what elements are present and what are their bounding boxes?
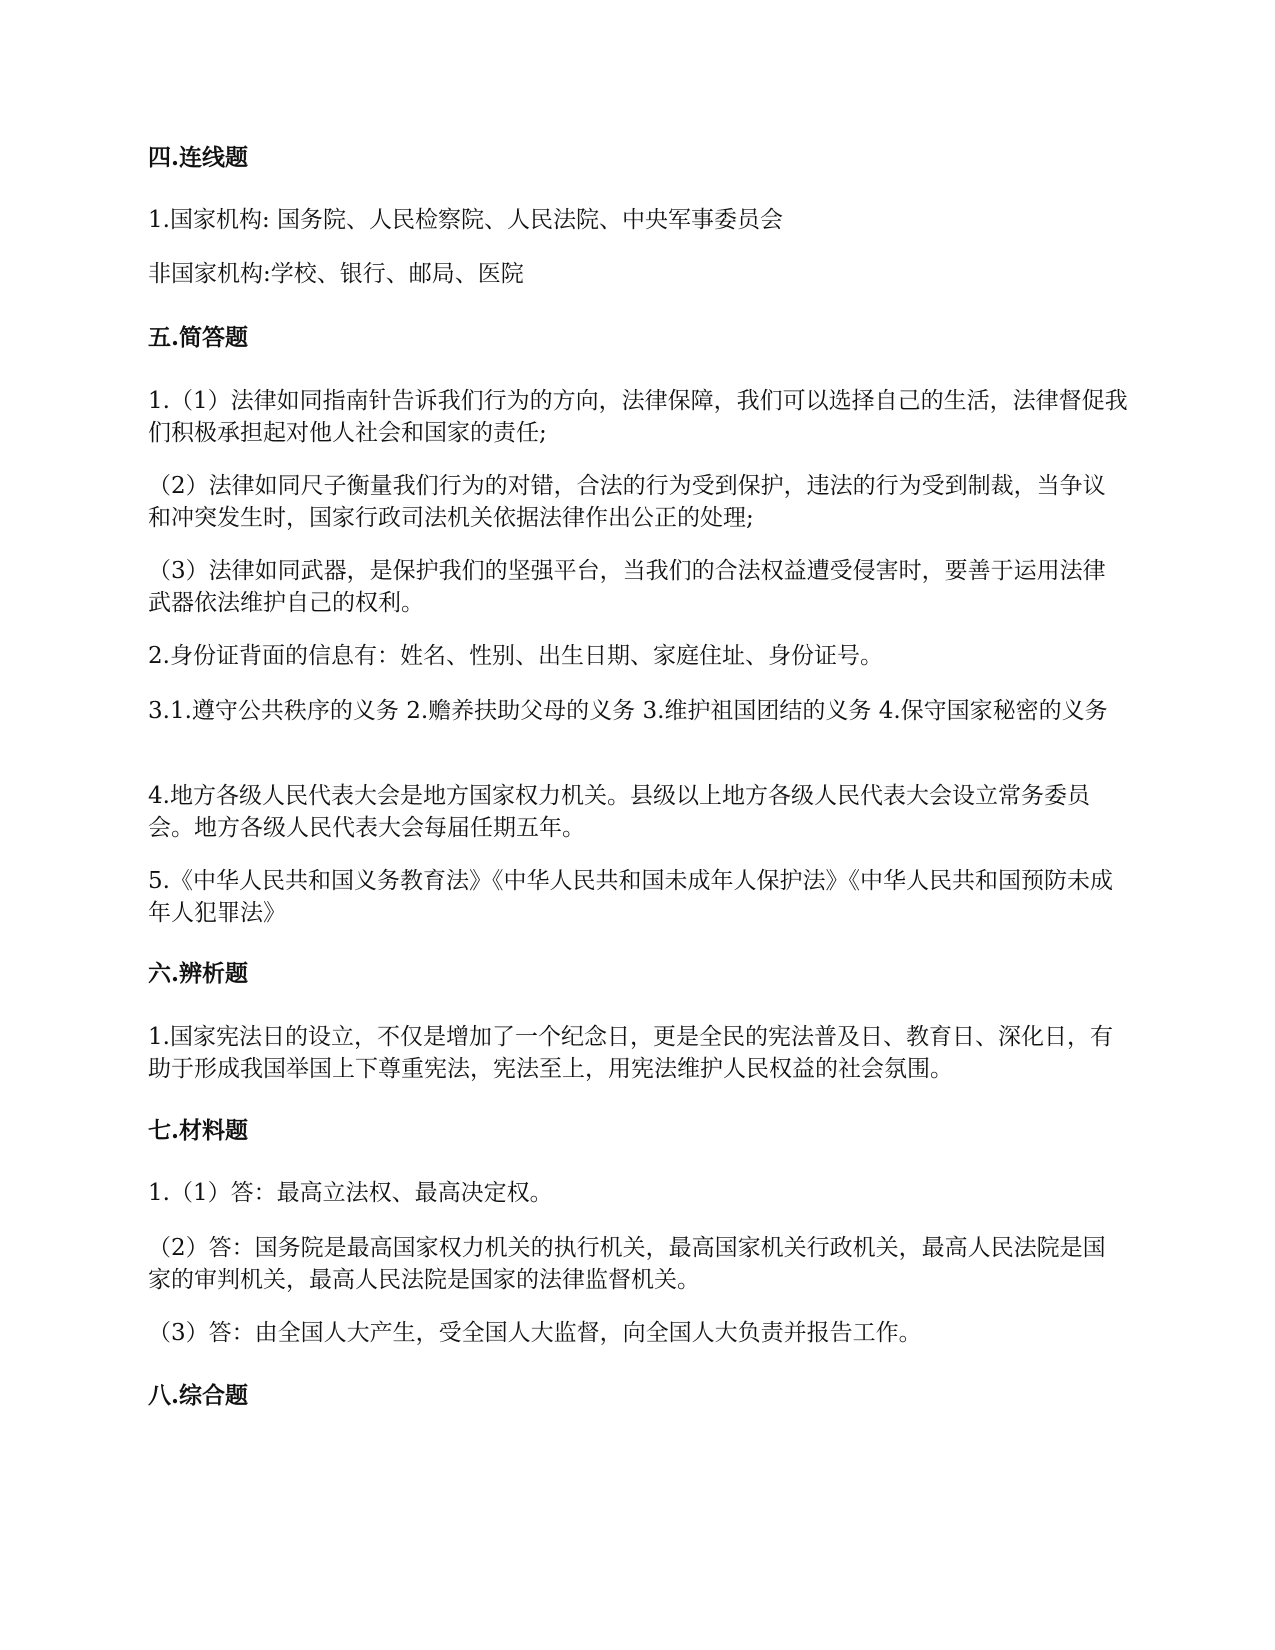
section-heading-analysis: 六.辨析题 <box>148 960 249 987</box>
paragraph: （2）法律如同尺子衡量我们行为的对错，合法的行为受到保护，违法的行为受到制裁，当争议和冲突发生时，国家行政司法机关依据法律作出公正的处理; <box>148 473 1106 531</box>
paragraph: 3.1.遵守公共秩序的义务 2.赡养扶助父母的义务 3.维护祖国团结的义务 4.保守国家秘密的义务 <box>148 698 1108 724</box>
paragraph: 1.（1）法律如同指南针告诉我们行为的方向，法律保障，我们可以选择自己的生活，法律督促我们积极承担起对他人社会和国家的责任; <box>148 388 1128 446</box>
section-heading-material: 七.材料题 <box>148 1117 249 1144</box>
paragraph: （3）法律如同武器，是保护我们的坚强平台，当我们的合法权益遭受侵害时，要善于运用法律武器依法维护自己的权利。 <box>148 558 1106 616</box>
paragraph: 非国家机构:学校、银行、邮局、医院 <box>148 261 524 287</box>
paragraph: 4.地方各级人民代表大会是地方国家权力机关。县级以上地方各级人民代表大会设立常务委员会。地方各级人民代表大会每届任期五年。 <box>148 783 1090 841</box>
section-heading-matching: 四.连线题 <box>148 144 249 171</box>
paragraph: 1.（1）答：最高立法权、最高决定权。 <box>148 1180 553 1206</box>
paragraph: 1.国家机构: 国务院、人民检察院、人民法院、中央军事委员会 <box>148 207 784 233</box>
paragraph: 5.《中华人民共和国义务教育法》《中华人民共和国未成年人保护法》《中华人民共和国预防未成年人犯罪法》 <box>148 868 1113 926</box>
paragraph: （3）答：由全国人大产生，受全国人大监督，向全国人大负责并报告工作。 <box>148 1320 922 1346</box>
paragraph: 2.身份证背面的信息有：姓名、性别、出生日期、家庭住址、身份证号。 <box>148 643 883 669</box>
paragraph: （2）答：国务院是最高国家权力机关的执行机关，最高国家机关行政机关，最高人民法院是国家的审判机关，最高人民法院是国家的法律监督机关。 <box>148 1235 1106 1293</box>
section-heading-short-answer: 五.简答题 <box>148 324 249 351</box>
section-heading-comprehensive: 八.综合题 <box>148 1382 249 1409</box>
paragraph: 1.国家宪法日的设立，不仅是增加了一个纪念日，更是全民的宪法普及日、教育日、深化日，有助于形成我国举国上下尊重宪法，宪法至上，用宪法维护人民权益的社会氛围。 <box>148 1024 1113 1082</box>
